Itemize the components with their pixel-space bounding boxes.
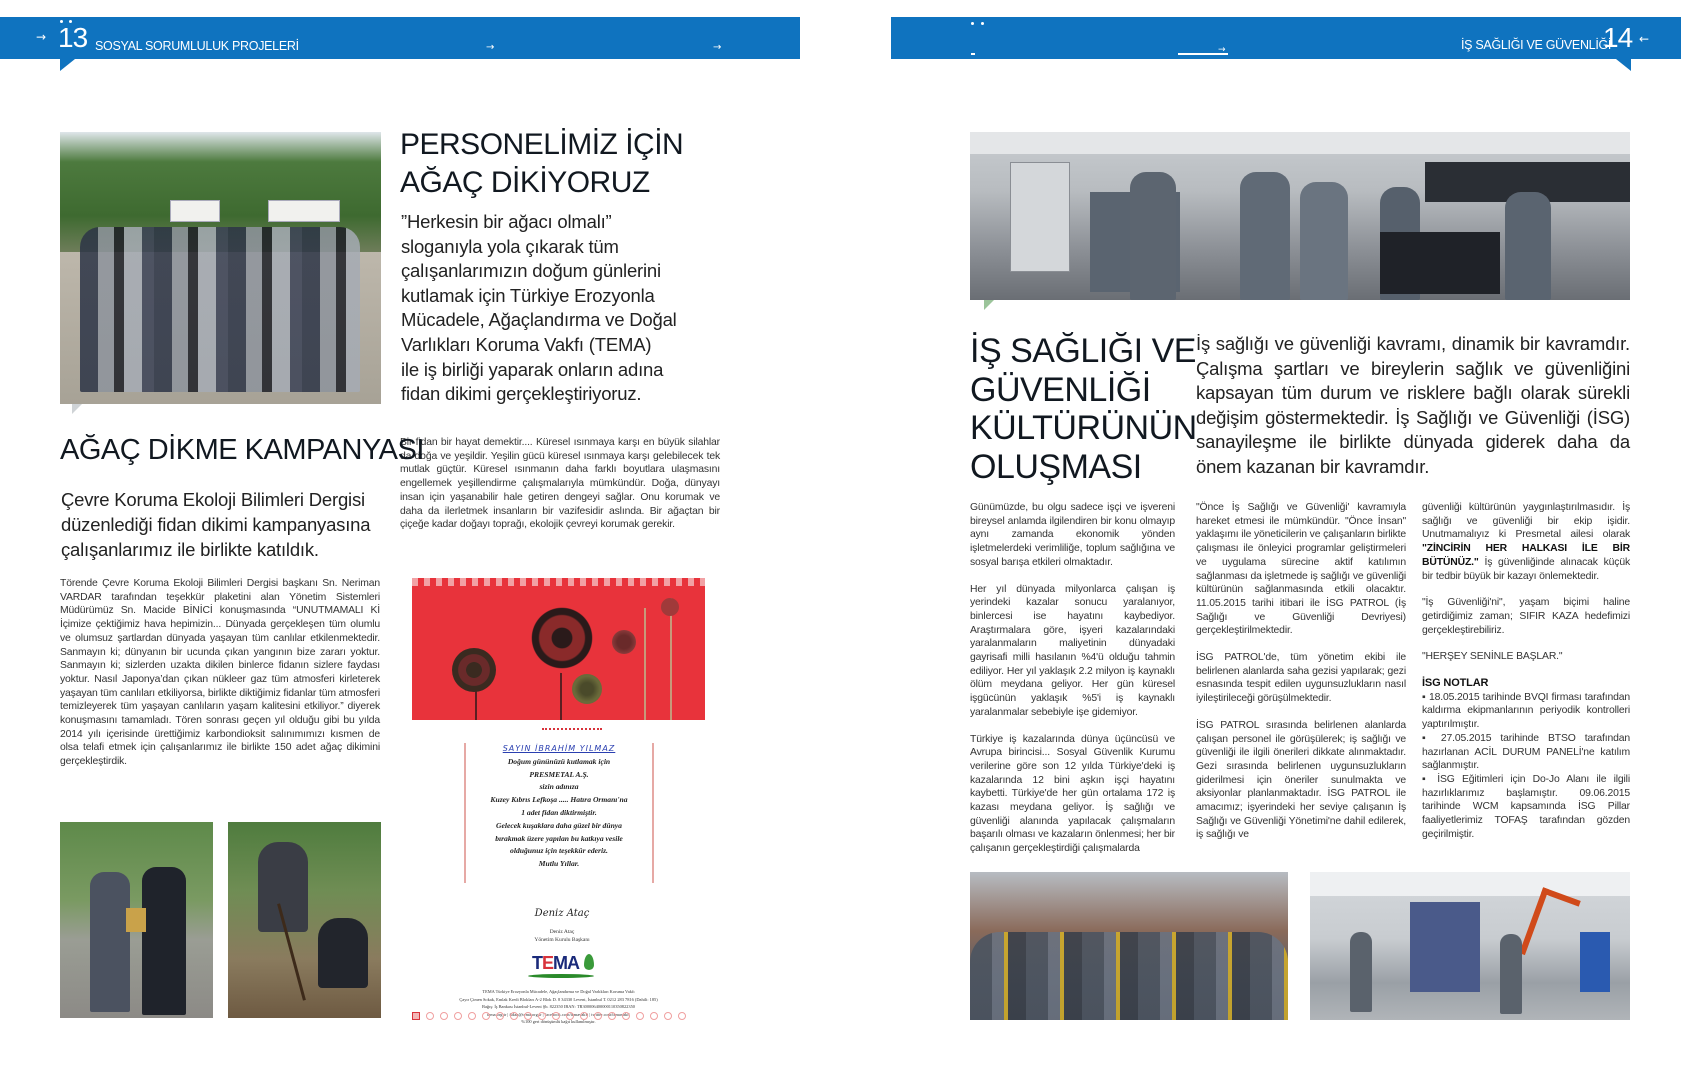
dot-icon (981, 22, 984, 25)
arrow-right-icon: → (1218, 45, 1226, 55)
ceiling (970, 132, 1630, 154)
dot-icon (454, 1012, 462, 1020)
dot-icon (510, 1012, 518, 1020)
signature: Deniz Ataç (534, 908, 590, 919)
banner (170, 200, 220, 222)
person (90, 872, 130, 1012)
paragraph: Her yıl dünyada milyonlarca çalışan iş yerindeki kazalar sonucu yaralanıyor, binlercesi ise hayatını kaybediyor. Araştırmalara göre, işyeri kazalarındaki yaralanmaların maliyetinin dünyadaki gayrisafi milli hasılanın %4'ü olduğu tahmin ediliyor. Her yıl yaklaşık 2.2 milyon iş kaynaklı ölüm meydana geliyor. Her gün küresel işgücünün yaklaşık %5'i iş kaynaklı yaralanmalar sebebiyle işe gidemiyor. (970, 583, 1175, 718)
certificate-line: sizin adınıza (539, 782, 579, 792)
dot-icon (524, 1012, 532, 1020)
arrow-right-icon: → (713, 42, 722, 53)
factory-top-photo (970, 132, 1630, 300)
note-item: ▪ İSG Eğitimleri için Do-Jo Alanı ile ilgili hazırlıklarımız başlamıştır. 09.06.2015 tarihinde WCM kapsamında İSG Pillar faaliyetlerimiz TOFAŞ tarafından gözden geçirilmiştir. (1422, 773, 1630, 842)
notes-title: İSG NOTLAR (1422, 677, 1489, 690)
campaign-lead (61, 487, 370, 562)
campaign-title: AĞAÇ DİKME KAMPANYASI (60, 434, 424, 466)
paragraph: "Önce İş Sağlığı ve Güvenliği' kavramıyla hareket etmesi ile mümkündür. "Önce İnsan" yaklaşımı ile yöneticilerin ve çalışanların birlikte çalışması ile önleyici programlar geliştirmeleri ve uygulama sürecine aktif katılımın sağlanması da işletmede iş sağlığı ve güvenliği kültürünün sağlanmasında etkili olacaktır. 11.05.2015 tarihi itibari ile İSG PATROL (İş Sağlığı ve Güvenliği Devriyesi) gerçekleştirilmektedir. (1196, 502, 1406, 637)
certificate-line: Doğum gününüzü kutlamak için (507, 756, 611, 766)
dot-icon (538, 1012, 546, 1020)
plant-tour-photo (970, 872, 1288, 1020)
campaign-body: Törende Çevre Koruma Ekoloji Bilimleri Dergisi başkanı Sn. Neriman VARDAR tarafından teşekkür plaketini alan Yönetim Sistemleri Müdürümüz Sn. Macide BİNİCİ konuşmasında “UNUTMAMALI Kİ İçimize çektiğimiz hava hepimizin... Dünyada gerçekleşen tüm olumlu ve olumsuz şartlardan dünyada yaşayan tüm canlılar etkilenmektedir. Sanmayın ki; dünyanın bir ucunda çıkan yangının bize zararı yoktur. Sanmayın ki; sizlerden uzakta dikilen binlerce fidanın sizlere faydası yoktur. Nasıl Japonya’dan çıkan nükleer gaz tüm atmosferi kirleterek yaşayan tüm canlıları etkiliyorsa, birlikte diktiğimiz fidanlar tüm atmosferi temizleyerek tüm yaşayan canlıların yaşam kalitesini etkiliyor.” diyerek konuşmasını tamamladı. Tören sonrası geçen yıl olduğu gibi bu yılda 2014 yılı içerisinde ürettiğimiz karbondioksit salınımımızı kısmen de olsa telafi etmek için çalışanlarımız ile birlikte 150 adet ağaç dikimini gerçekleştirdik. (60, 578, 380, 768)
dot-icon (971, 22, 974, 25)
group-photo (60, 132, 381, 404)
intro-line: fidan dikimi gerçekleştiriyoruz. (401, 383, 642, 405)
intro-line: Varlıkları Koruma Vakfı (TEMA) (401, 333, 652, 355)
tema-certificate (412, 578, 705, 1024)
isg-column-1 (970, 501, 1175, 869)
certificate-line: PRESMETAL A.Ş. (529, 769, 589, 779)
lead-line: Çevre Koruma Ekoloji Bilimleri Dergisi (61, 489, 365, 510)
isg-lead: İş sağlığı ve güvenliği kavramı, dinamik bir kavramdır. Çalışma şartları ve bireylerin sağlık ve güvenliğini kapsayan tüm durum ve risklere bağlı olarak sürekli değişim göstermektedir. İş Sağlığı ve Güvenliği (İSG) sanayileşme ile birlikte dünyada giderek daha da önem kazanan bir kavramdır. (1196, 333, 1630, 477)
recipient-name: SAYIN İBRAHİM YILMAZ (502, 744, 616, 753)
photo-tail (72, 404, 82, 414)
dot-icon (552, 1012, 560, 1020)
person (1240, 172, 1290, 300)
certificate-line: bırakmak üzere yapılan bu katkıya vesile (495, 833, 623, 843)
certificate-text (464, 743, 654, 883)
person (1500, 934, 1522, 1014)
headline-line: İŞ SAĞLIĞI VE (970, 332, 1196, 370)
page-number: 14 (1603, 22, 1633, 53)
left-page-header (0, 17, 800, 59)
dot-icon (678, 1012, 686, 1020)
certificate-line: Gelecek kuşaklara daha güzel bir dünya (496, 820, 622, 830)
headline (400, 126, 683, 202)
person (318, 918, 368, 988)
dot-icon (608, 1012, 616, 1020)
signer (492, 928, 632, 944)
headline-line: PERSONELİMİZ İÇİN (400, 128, 684, 161)
arrow-right-icon: → (36, 30, 47, 44)
certificate-header-art (412, 578, 705, 720)
person (1300, 182, 1348, 300)
tema-logo: TEMA (532, 953, 580, 973)
text: güvenliği kültürünün yaygınlaştırılmasıdır. İş sağlığı ve güvenliği bir ekip işidir. Unutmamalıyız ki Presmetal ailesi olarak (1422, 502, 1630, 541)
dot-icon (664, 1012, 672, 1020)
plaque (126, 908, 146, 932)
note-item: ▪ 18.05.2015 tarihinde BVQI firması tarafından kaldırma ekipmanlarının periyodik kontrolleri yaptırılmıştır. (1422, 691, 1630, 732)
flower-icon (661, 598, 679, 616)
paragraph: "HERŞEY SENİNLE BAŞLAR." (1422, 651, 1563, 663)
planting-photo (228, 822, 381, 1018)
dot-icon (636, 1012, 644, 1020)
dot-icon (594, 1012, 602, 1020)
intro-line: sloganıyla yola çıkarak tüm (401, 235, 619, 257)
photo-tail (984, 300, 994, 310)
lead-line: düzenlediği fidan dikimi kampanyasına (61, 514, 371, 535)
arrow-left-icon: ← (1639, 32, 1650, 46)
intro-line: kutlamak için Türkiye Erozyonla (401, 284, 655, 306)
ornament (542, 728, 602, 732)
isg-column-3 (1422, 501, 1630, 841)
intro-lead (401, 210, 677, 407)
note-item: ▪ 27.05.2015 tarihinde BTSO tarafından hazırlanan ACİL DURUM PANELİ'ne katılım sağlanmıştır. (1422, 732, 1630, 773)
certificate-line: Mutlu Yıllar. (538, 859, 580, 869)
section-title: İŞ SAĞLIĞI VE GÜVENLİĞİ (1461, 38, 1612, 52)
production-line-photo (1310, 872, 1630, 1020)
flower-icon (527, 603, 597, 673)
right-page-header (891, 17, 1681, 59)
lead-line: çalışanlarımız ile birlikte katıldık. (61, 539, 319, 560)
certificate-line: Kuzey Kıbrıs Lefkoşa ..... Hatıra Ormanı'na (490, 795, 628, 805)
footer-line: tema.org.tr | fidan@tema.org.tr | facebook.com/temavakfi | twitter.com/temavakfi (487, 1011, 630, 1017)
banner (268, 200, 340, 222)
footer-line: Çayır Çimen Sokak, Emlak Kredi Blokları A-2 Blok D. 8 34330 Levent, İstanbul T. 0212 283 7816 (Dahili: 185) (459, 996, 658, 1002)
headline-line: AĞAÇ DİKİYORUZ (400, 166, 650, 199)
footer-line: %100 geri dönüşümlü kağıt kullanılmıştır. (521, 1019, 596, 1024)
dot-icon (482, 1012, 490, 1020)
flower-icon (452, 648, 496, 692)
dot-icon (650, 1012, 658, 1020)
headline-line: KÜLTÜRÜNÜN (970, 409, 1197, 447)
flower-icon (612, 630, 636, 654)
dash-mark (971, 53, 975, 55)
people-group (970, 932, 1288, 1020)
page-number: 13 (58, 22, 88, 53)
machine (1380, 232, 1500, 294)
header-tail (1616, 59, 1631, 71)
paragraph: İSG PATROL'de, tüm yönetim ekibi ile belirlenen alanlarda saha gezisi yapılarak; gezi esnasında tespit edilen uygunsuzlukların nasıl iyileştirileceği görüşülmektedir. (1196, 652, 1406, 705)
dot-icon (440, 1012, 448, 1020)
dot-icon (412, 1012, 420, 1020)
dot-icon (468, 1012, 476, 1020)
dot-icon (496, 1012, 504, 1020)
footer-line: Bağış: İş Bankası İstanbul-Levent Şb. 822350 IBAN: TR300006400000110350822350 (482, 1004, 635, 1009)
decorative-band (412, 578, 705, 586)
headline-line: OLUŞMASI (970, 447, 1142, 486)
award-photo (60, 822, 213, 1018)
flower-icon (572, 674, 602, 704)
machine (1410, 902, 1480, 992)
person (1505, 192, 1551, 300)
signer-name: Deniz Ataç (549, 929, 575, 935)
signer-title: Yönetim Kurulu Başkanı (534, 937, 590, 943)
header-tail (60, 59, 75, 71)
dot-icon (580, 1012, 588, 1020)
arrow-right-icon: → (486, 42, 495, 53)
people (80, 227, 360, 392)
slogan: "ZİNCİRİN HER HALKASI İLE BİR BÜTÜNÜZ." (1422, 543, 1630, 568)
robot-arm (1519, 887, 1581, 966)
logo-swoosh (528, 974, 594, 978)
intro-line: ile iş birliği yaparak onların adına (401, 358, 664, 380)
headline-line: GÜVENLİĞİ (970, 370, 1151, 409)
flower-stem (644, 608, 646, 720)
paragraph: Türkiye iş kazalarında dünya üçüncüsü ve Avrupa birincisi... Sosyal Güvenlik Kurumu verilerine göre son 12 yılda Türkiye'deki iş kazalarında 12 bini aşkın işçi hayatını kaybetti. Türkiye'de her gün ortalama 172 iş kazası meydana geliyor. İş sağlığı ve güvenliği alanında yapılacak çalışmaların başarılı olması ve kazaların önlenmesi; her bir çalışanın gerçekleştirdiği çalışmalarda (970, 733, 1175, 855)
quote-paragraph: Bir fidan bir hayat demektir.... Küresel ısınmaya karşı en büyük silahlar da doğa ve yeşildir. Yeşilin gücü küresel ısınmaya karşı gelebilecek tek mutlak güçtür. Küresel ısınmanın daha farklı boyutlara ulaşmasını engellemek yeşillendirme çalışmalarıyla mümkündür. Doğa, dünyayı insan için yaşanabilir hale getiren dengeyi sağlar. Onu korumak ve daha da ilerletmek insanların bir vazifesidir aslında. Bir ağaçtan bir çiçeğe kadar doğayı toprağı, ekolojik çevreyi korumak gerekir. (400, 437, 720, 531)
section-title: SOSYAL SORUMLULUK PROJELERİ (95, 39, 299, 53)
isg-headline (970, 332, 1197, 486)
certificate-line: olduğunuz için teşekkür ederiz. (510, 846, 608, 856)
text: İş güvenliğinde alınacak küçük bir tedbir büyük bir kazayı önlemektedir. (1422, 556, 1630, 582)
leaf-icon (584, 954, 594, 970)
panel (1580, 932, 1610, 992)
isg-column-2 (1196, 501, 1406, 855)
paragraph: Günümüzde, bu olgu sadece işçi ve işvereni bireysel anlamda ilgilendiren bir konu olmayıp aynı zamanda ekonomik yönden işletmelerdeki verimliliğe, toplum sağlığına ve sosyal barışa etkileri olmaktadır. (970, 502, 1175, 568)
certificate-line: 1 adet fidan diktirmiştir. (521, 807, 597, 817)
dot-icon (622, 1012, 630, 1020)
machine (1010, 162, 1070, 272)
flower-stem (670, 598, 672, 720)
intro-line: çalışanlarımızın doğum günlerini (401, 260, 661, 282)
person (142, 867, 186, 1015)
intro-line: Mücadele, Ağaçlandırma ve Doğal (401, 309, 677, 331)
person (1350, 932, 1372, 1012)
paragraph: İSG PATROL sırasında belirlenen alanlarda çalışan personel ile görüşülerek; iş sağlığı ve güvenliği ile ilgili önerileri dikkate alınmaktadır. Gezi sırasında belirlenen uygunsuzlukların giderilmesi için öneriler sunulmakta ve aksiyonlar planlanmaktadır. İSG PATROL ile amacımız; işyerindeki her seviye çalışanın İş Sağlığı ve Güvenliği Yönetimi'ne dahil edilerek, iş sağlığı ve (1196, 719, 1406, 841)
decorative-dots (412, 1012, 705, 1020)
dot-icon (426, 1012, 434, 1020)
intro-line: ”Herkesin bir ağacı olmalı” (401, 211, 612, 232)
dot-icon (566, 1012, 574, 1020)
paragraph: "İş Güvenliği'ni", yaşam biçimi haline getirdiğimiz zaman; SIFIR KAZA hedefimizi gerçekleştirebiliriz. (1422, 597, 1630, 636)
footer-line: TEMA Türkiye Erozyonla Mücadele, Ağaçlandırma ve Doğal Varlıkları Koruma Vakfı (482, 989, 635, 994)
person (1130, 172, 1176, 300)
ceiling (1310, 872, 1630, 896)
paragraph (1422, 501, 1630, 583)
